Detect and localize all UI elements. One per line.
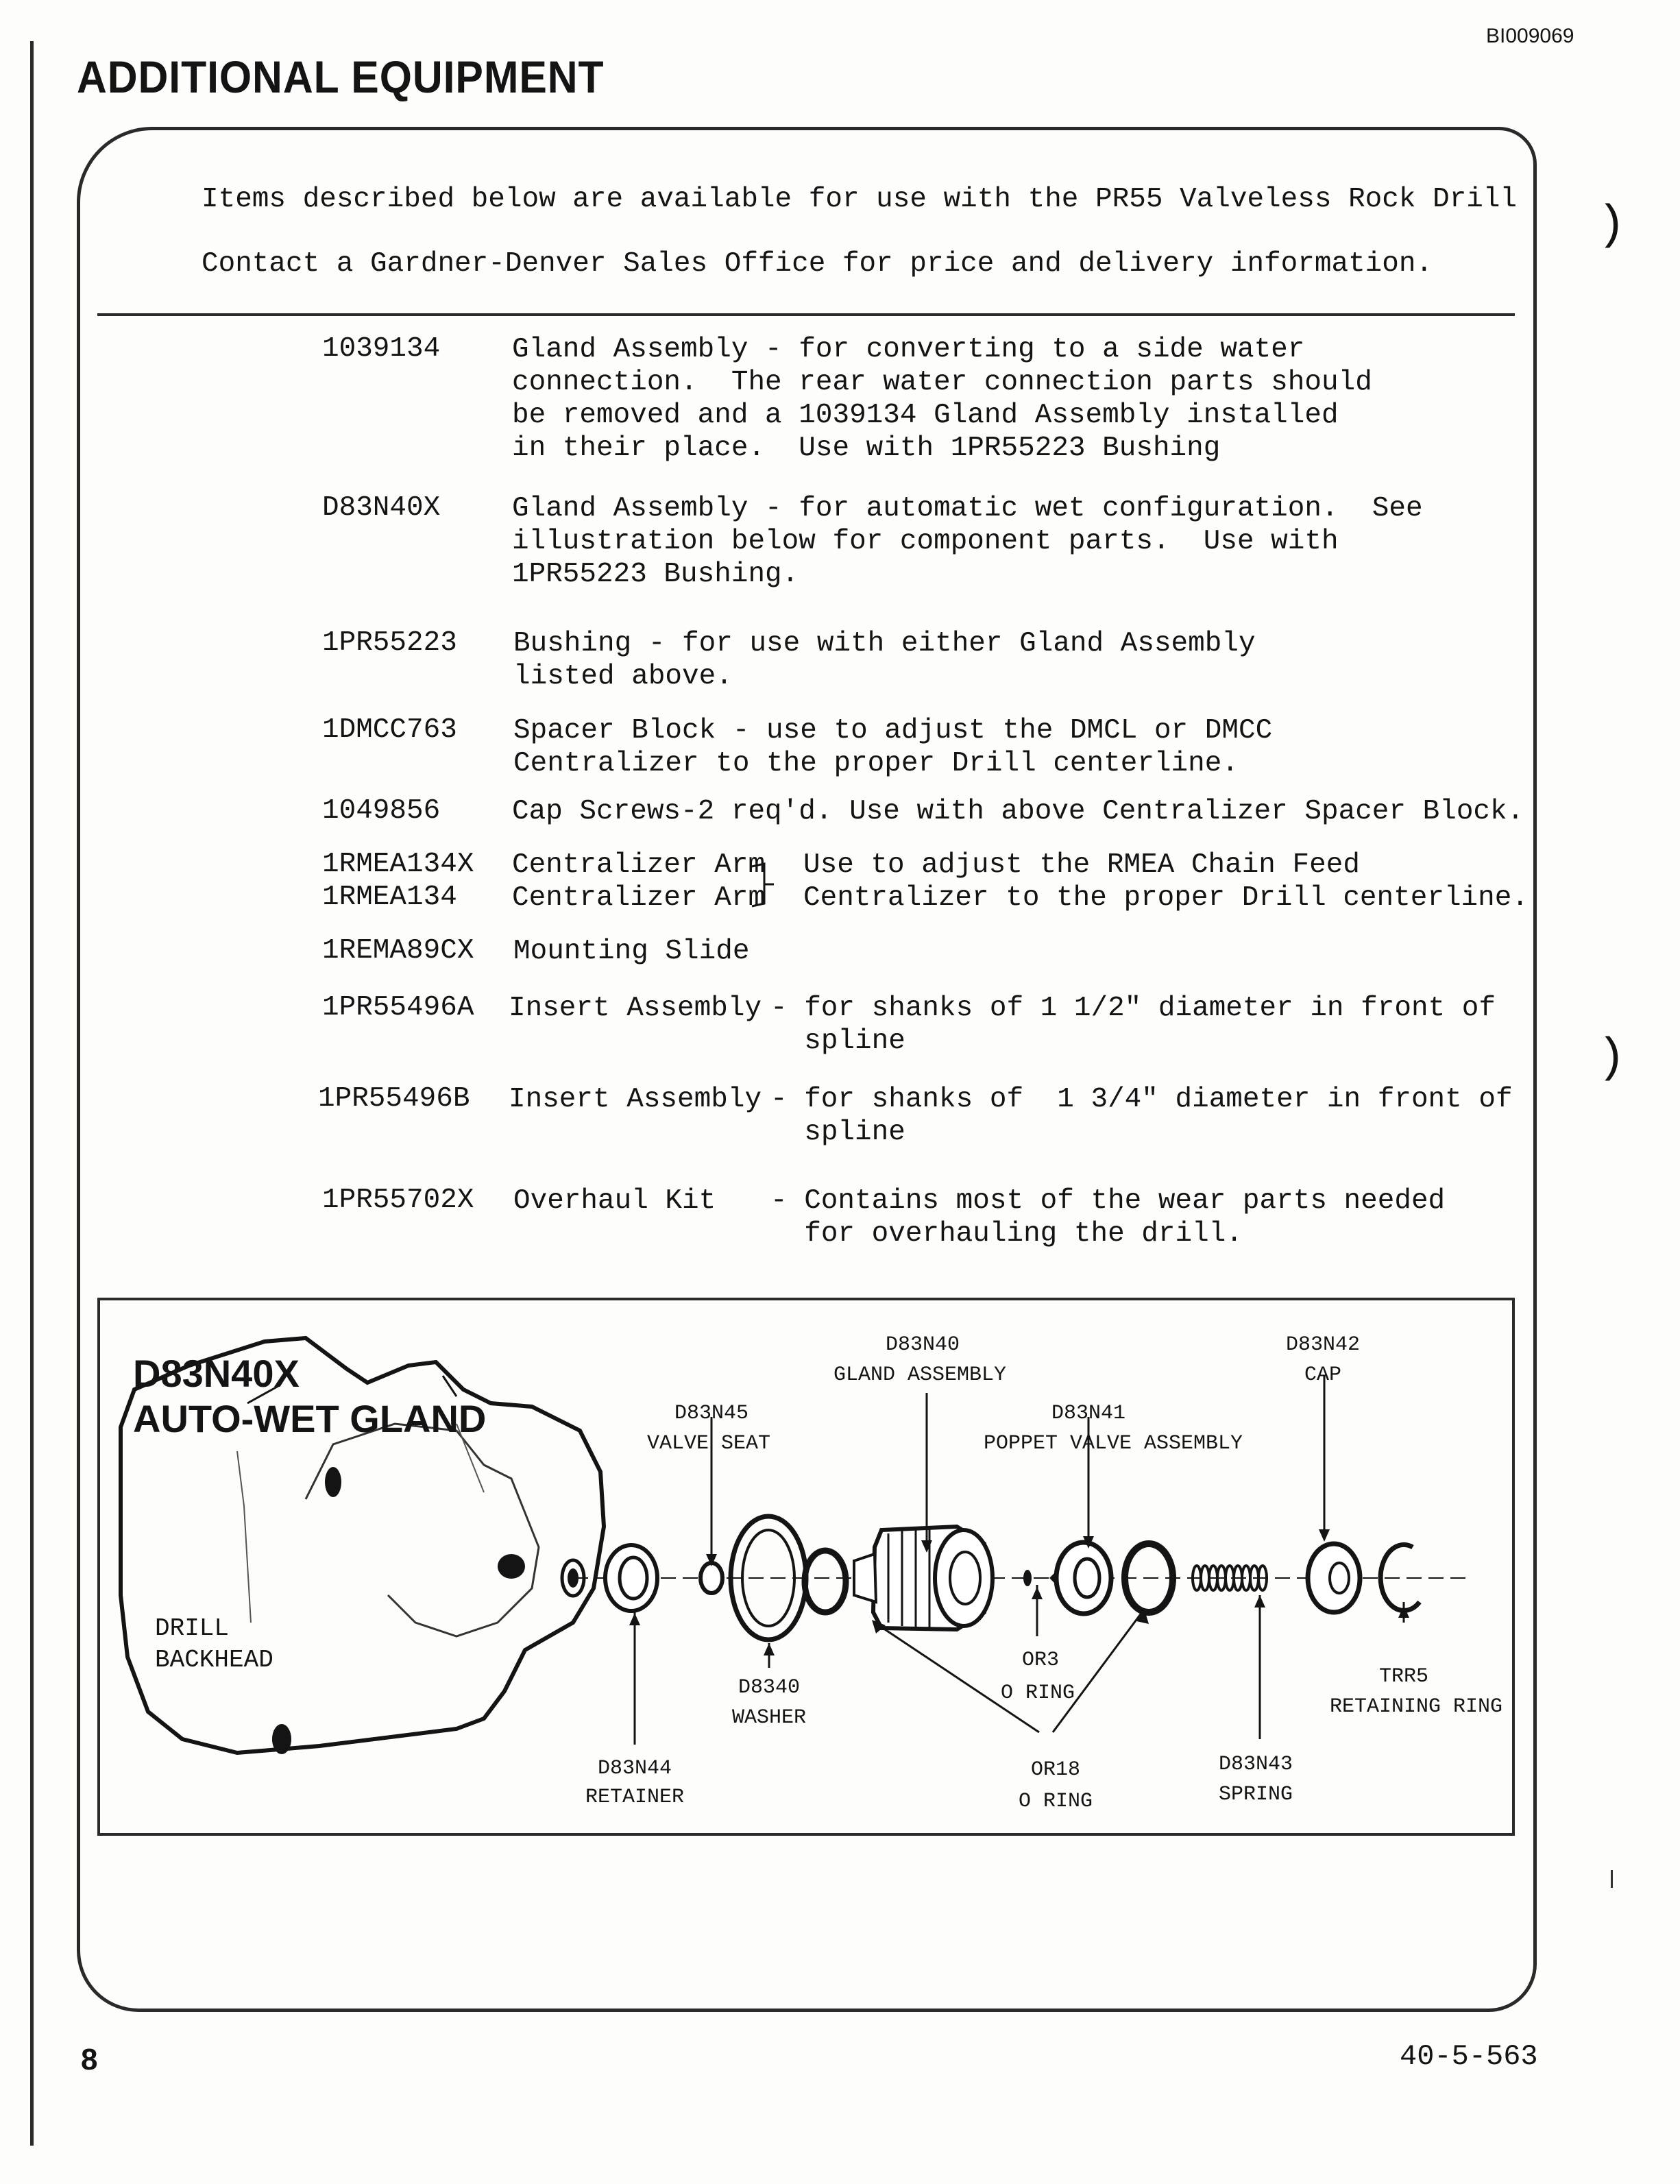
intro-line-1: Items described below are available for use with the PR55 Valveless Rock Drill [202, 184, 1518, 215]
retaining-ring-part-number: TRR5 [1378, 1665, 1429, 1688]
page-title: ADDITIONAL EQUIPMENT [77, 51, 605, 102]
valve-seat-part-number: D83N45 [674, 1402, 749, 1425]
poppet-valve-illustration [1049, 1542, 1111, 1614]
spring-label: SPRING [1218, 1783, 1293, 1806]
or3-part-number: OR3 [1021, 1649, 1060, 1672]
part-description-detail: - Contains most of the wear parts needed for overhauling the drill. [770, 1185, 1446, 1250]
part-number: 1DMCC763 [322, 714, 457, 746]
or3-label: O RING [1000, 1682, 1075, 1705]
divider [97, 313, 1515, 316]
part-description: Cap Screws-2 req'd. Use with above Centralizer Spacer Block. [512, 796, 1524, 827]
cap-part-number: D83N42 [1285, 1333, 1361, 1357]
diagram-canvas [100, 1300, 1512, 1833]
intro-line-2: Contact a Gardner-Denver Sales Office for price and delivery information. [202, 248, 1433, 280]
poppet-valve-part-number: D83N41 [1051, 1402, 1126, 1425]
part-number: 1PR55223 [322, 627, 457, 659]
part-description: Spacer Block - use to adjust the DMCL or DMCC Centralizer to the proper Drill centerline. [513, 715, 1273, 779]
part-number: 1049856 [322, 795, 441, 827]
bracket-icon [749, 857, 777, 912]
or3-o-ring-illustration [1023, 1570, 1032, 1586]
retaining-ring-label: RETAINING RING [1329, 1695, 1503, 1719]
or18-part-number: OR18 [1030, 1758, 1081, 1782]
part-description: Gland Assembly - for automatic wet configuration. See illustration below for component parts. Use with 1PR55223 Bushing. [512, 493, 1423, 590]
part-description: Centralizer Arm [512, 849, 766, 881]
margin-mark: ) [1597, 1032, 1627, 1086]
valve-seat-label: VALVE SEAT [646, 1432, 771, 1455]
document-number: 40-5-563 [1400, 2040, 1538, 2073]
part-number: 1PR55702X [322, 1185, 474, 1216]
part-description: Insert Assembly [509, 993, 762, 1024]
left-margin-rule [30, 41, 34, 2146]
part-number: 1PR55496B [318, 1083, 470, 1115]
drill-backhead-label: BACKHEAD [155, 1646, 273, 1674]
spring-part-number: D83N43 [1218, 1753, 1293, 1776]
part-number: 1PR55496A [322, 992, 474, 1023]
part-description: Insert Assembly [509, 1084, 762, 1115]
centralizer-note: Use to adjust the RMEA Chain Feed Centralizer to the proper Drill centerline. [803, 849, 1529, 914]
margin-mark [1611, 1870, 1613, 1888]
part-number: 1039134 [322, 333, 441, 365]
poppet-valve-label: POPPET VALVE ASSEMBLY [983, 1432, 1243, 1455]
o-ring-illustration [805, 1551, 846, 1612]
cap-illustration [1308, 1544, 1360, 1612]
diagram-title-part-number: D83N40X [133, 1352, 300, 1395]
gland-assembly-part-number: D83N40 [885, 1333, 960, 1357]
part-description: Centralizer Arm [512, 882, 766, 914]
retainer-label: RETAINER [585, 1786, 685, 1809]
part-description-detail: - for shanks of 1 3/4" diameter in front of spline [770, 1084, 1513, 1148]
washer-illustration [731, 1516, 806, 1640]
document-id: BI009069 [1486, 25, 1574, 47]
or18-label: O RING [1018, 1790, 1093, 1813]
cap-label: CAP [1304, 1363, 1342, 1387]
page-number: 8 [81, 2043, 98, 2076]
part-description-detail: - for shanks of 1 1/2" diameter in front of spline [770, 993, 1496, 1057]
exploded-parts-diagram [97, 1298, 1515, 1836]
part-number: 1RMEA134 [322, 882, 457, 913]
part-description: Bushing - for use with either Gland Assembly listed above. [513, 628, 1256, 692]
part-description: Gland Assembly - for converting to a side water connection. The rear water connection parts should be removed and a 1039134 Gland Assembly installed in their place. Use with 1PR55223 Bushing [512, 334, 1372, 464]
retainer-illustration [605, 1545, 657, 1611]
part-number: 1RMEA134X [322, 849, 474, 880]
part-number: 1REMA89CX [322, 935, 474, 967]
drill-backhead-label: DRILL [155, 1614, 230, 1642]
gland-assembly-label: GLAND ASSEMBLY [833, 1363, 1007, 1387]
valve-seat-illustration [701, 1563, 722, 1593]
margin-mark: ) [1597, 199, 1627, 253]
part-description: Overhaul Kit [513, 1185, 716, 1217]
washer-label: WASHER [731, 1706, 807, 1730]
part-description: Mounting Slide [513, 936, 750, 967]
diagram-title: AUTO-WET GLAND [133, 1397, 487, 1440]
retainer-part-number: D83N44 [597, 1757, 672, 1780]
washer-part-number: D8340 [738, 1676, 801, 1699]
part-number: D83N40X [322, 492, 441, 524]
